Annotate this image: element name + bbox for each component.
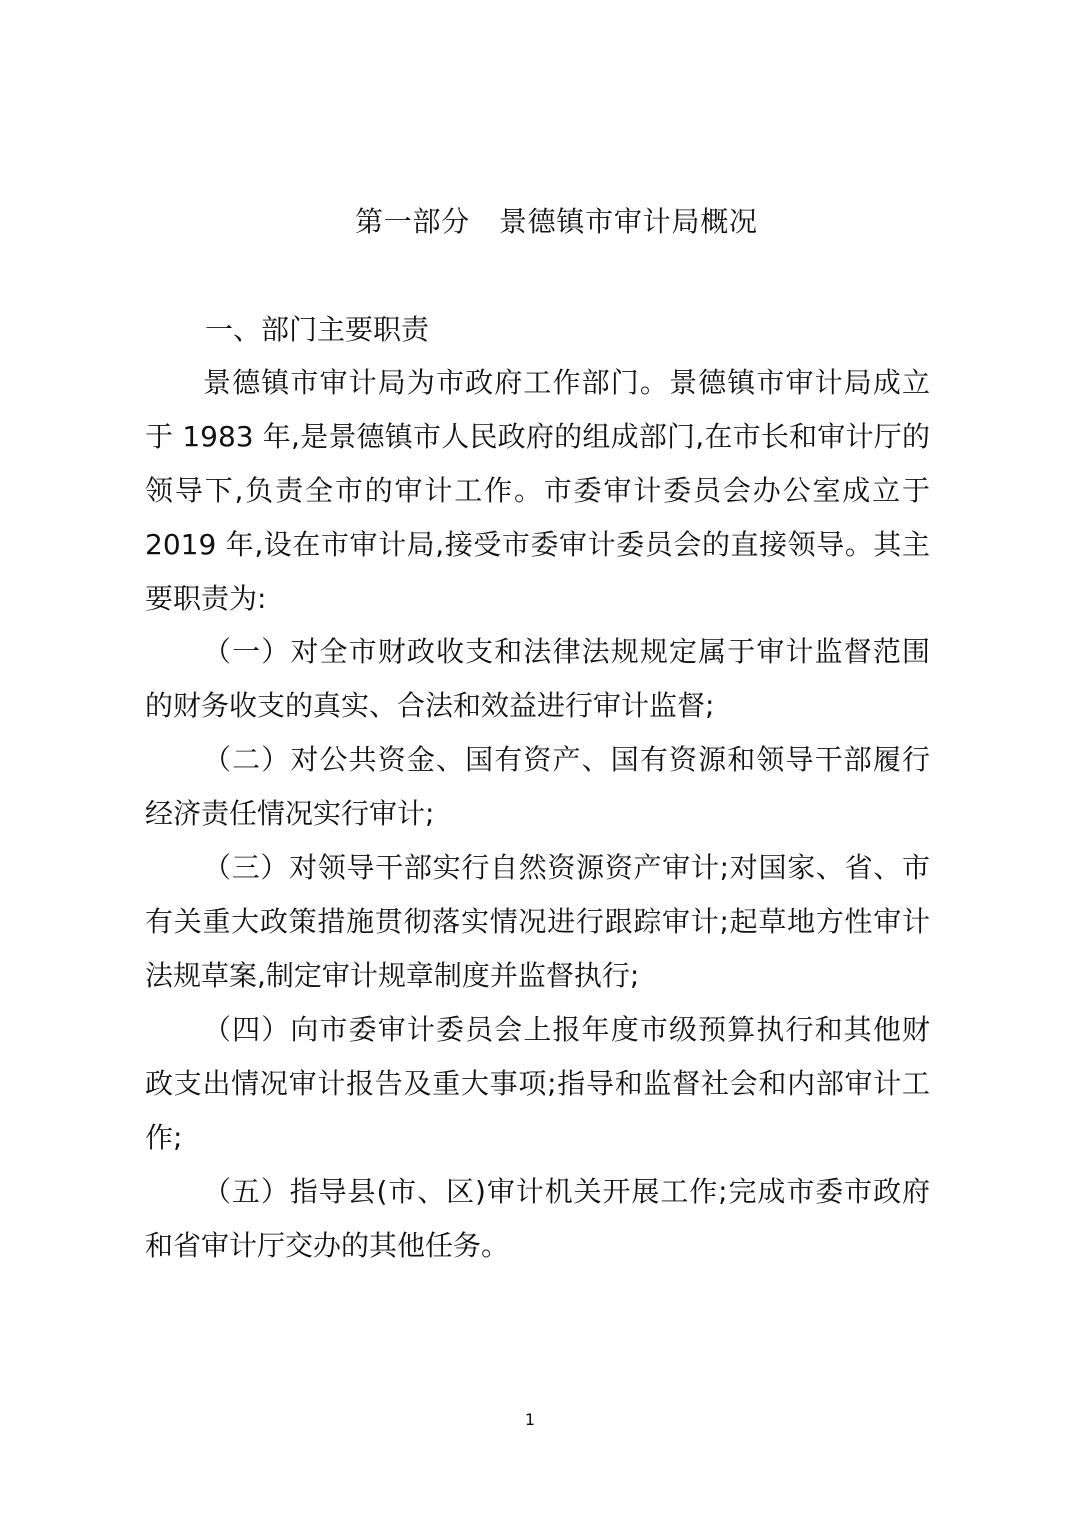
page-title: 第一部分 景德镇市审计局概况 <box>355 205 757 238</box>
text-line: （一）对全市财政收支和法律法规规定属于审计监督范围 <box>203 635 930 668</box>
text-line: 法规草案,制定审计规章制度并监督执行; <box>145 959 640 992</box>
text-line: 经济责任情况实行审计; <box>145 797 435 830</box>
text-line: 2019 年,设在市审计局,接受市委审计委员会的直接领导。其主 <box>145 528 930 561</box>
page-number: 1 <box>524 1410 536 1429</box>
section-heading: 一、部门主要职责 <box>205 313 430 346</box>
text-line: 和省审计厅交办的其他任务。 <box>145 1229 510 1262</box>
text-line: 政支出情况审计报告及重大事项;指导和监督社会和内部审计工 <box>145 1067 930 1100</box>
text-line: （四）向市委审计委员会上报年度市级预算执行和其他财 <box>203 1013 930 1046</box>
text-line: 作; <box>145 1121 183 1154</box>
text-line: 景德镇市审计局为市政府工作部门。景德镇市审计局成立 <box>203 366 930 399</box>
text-line: 要职责为: <box>145 582 267 615</box>
text-line: （二）对公共资金、国有资产、国有资源和领导干部履行 <box>203 743 930 776</box>
text-line: 于 1983 年,是景德镇市人民政府的组成部门,在市长和审计厅的 <box>145 420 930 453</box>
text-line: 领导下,负责全市的审计工作。市委审计委员会办公室成立于 <box>145 474 930 507</box>
text-line: （五）指导县(市、区)审计机关开展工作;完成市委市政府 <box>203 1175 930 1208</box>
text-line: 的财务收支的真实、合法和效益进行审计监督; <box>145 689 715 722</box>
text-line: 有关重大政策措施贯彻落实情况进行跟踪审计;起草地方性审计 <box>145 905 930 938</box>
text-line: （三）对领导干部实行自然资源资产审计;对国家、省、市 <box>203 851 930 884</box>
